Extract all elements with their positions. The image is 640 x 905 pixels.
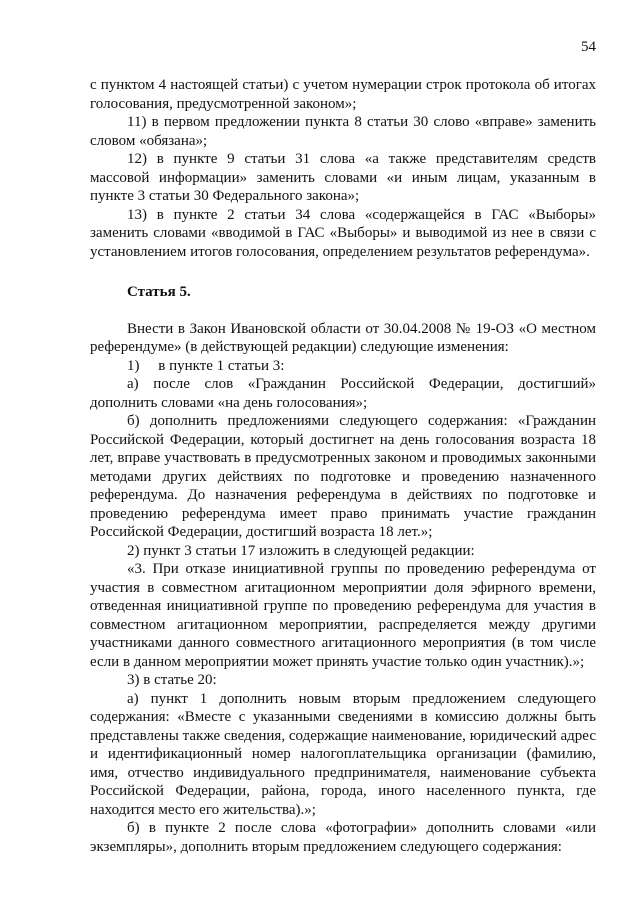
- paragraph-item-11: 11) в первом предложении пункта 8 статьи 30 слово «вправе» заменить словом «обязана»;: [90, 114, 596, 149]
- paragraph-item-1a: а) после слов «Гражданин Российской Федерации, достигший» дополнить словами «на день голосования»;: [90, 376, 596, 411]
- paragraph-item-3a: а) пункт 1 дополнить новым вторым предложением следующего содержания: «Вместе с указанными сведениями в комиссию должны быть представлены также сведения, содержащие наименование, юридический адрес и идентификационный номер налогоплательщика организации (фамилию, имя, отчество индивидуального предпринимателя, наименование субъекта Российской Федерации, района, города, иного населенного пункта, где находится место его жительства).»;: [90, 690, 596, 818]
- paragraph-continuation: с пунктом 4 настоящей статьи) с учетом нумерации строк протокола об итогах голосования, предусмотренной законом»;: [90, 77, 596, 112]
- paragraph-item-3b: б) в пункте 2 после слова «фотографии» дополнить словами «или экземпляры», дополнить вторым предложением следующего содержания:: [90, 820, 596, 855]
- paragraph-item-2: 2) пункт 3 статьи 17 изложить в следующей редакции:: [127, 542, 475, 559]
- page-number: 54: [581, 39, 596, 55]
- article-heading: Статья 5.: [127, 284, 191, 300]
- paragraph-item-3: 3) в статье 20:: [127, 672, 217, 688]
- paragraph-item-1b: б) дополнить предложениями следующего содержания: «Гражданин Российской Федерации, который достигнет на день голосования возраста 18 лет, вправе участвовать в предусмотренных законом и проводимых законными методами других действиях по подготовке и проведению назначенного референдума. До назначения референдума в действиях по подготовке и проведению референдума имеет право принимать участие гражданин Российской Федерации, достигший возраста 18 лет.»;: [90, 413, 596, 540]
- paragraph-item-13: 13) в пункте 2 статьи 34 слова «содержащейся в ГАС «Выборы» заменить словами «вводимой в ГАС «Выборы» и выводимой из нее в связи с установлением итогов голосования, определением результатов референдума».: [90, 206, 596, 260]
- paragraph-quote-3: «3. При отказе инициативной группы по проведению референдума от участия в совместном агитационном мероприятии доля эфирного времени, отведенная инициативной группе по проведению референдума для участия в совместном агитационном мероприятии, распределяется между другими участниками данного совместного агитационного мероприятия (в том числе если в данном мероприятии может принять участие только один участник).»;: [90, 561, 596, 670]
- paragraph-item-12: 12) в пункте 9 статьи 31 слова «а также представителям средств массовой информации» заменить словами «и иным лицам, указанным в пункте 3 статьи 30 Федерального закона»;: [90, 151, 596, 204]
- paragraph-intro: Внести в Закон Ивановской области от 30.04.2008 № 19-ОЗ «О местном референдуме» (в действующей редакции) следующие изменения:: [90, 320, 596, 355]
- paragraph-item-1: 1) в пункте 1 статьи 3:: [127, 357, 285, 374]
- document-body: [90, 76, 596, 856]
